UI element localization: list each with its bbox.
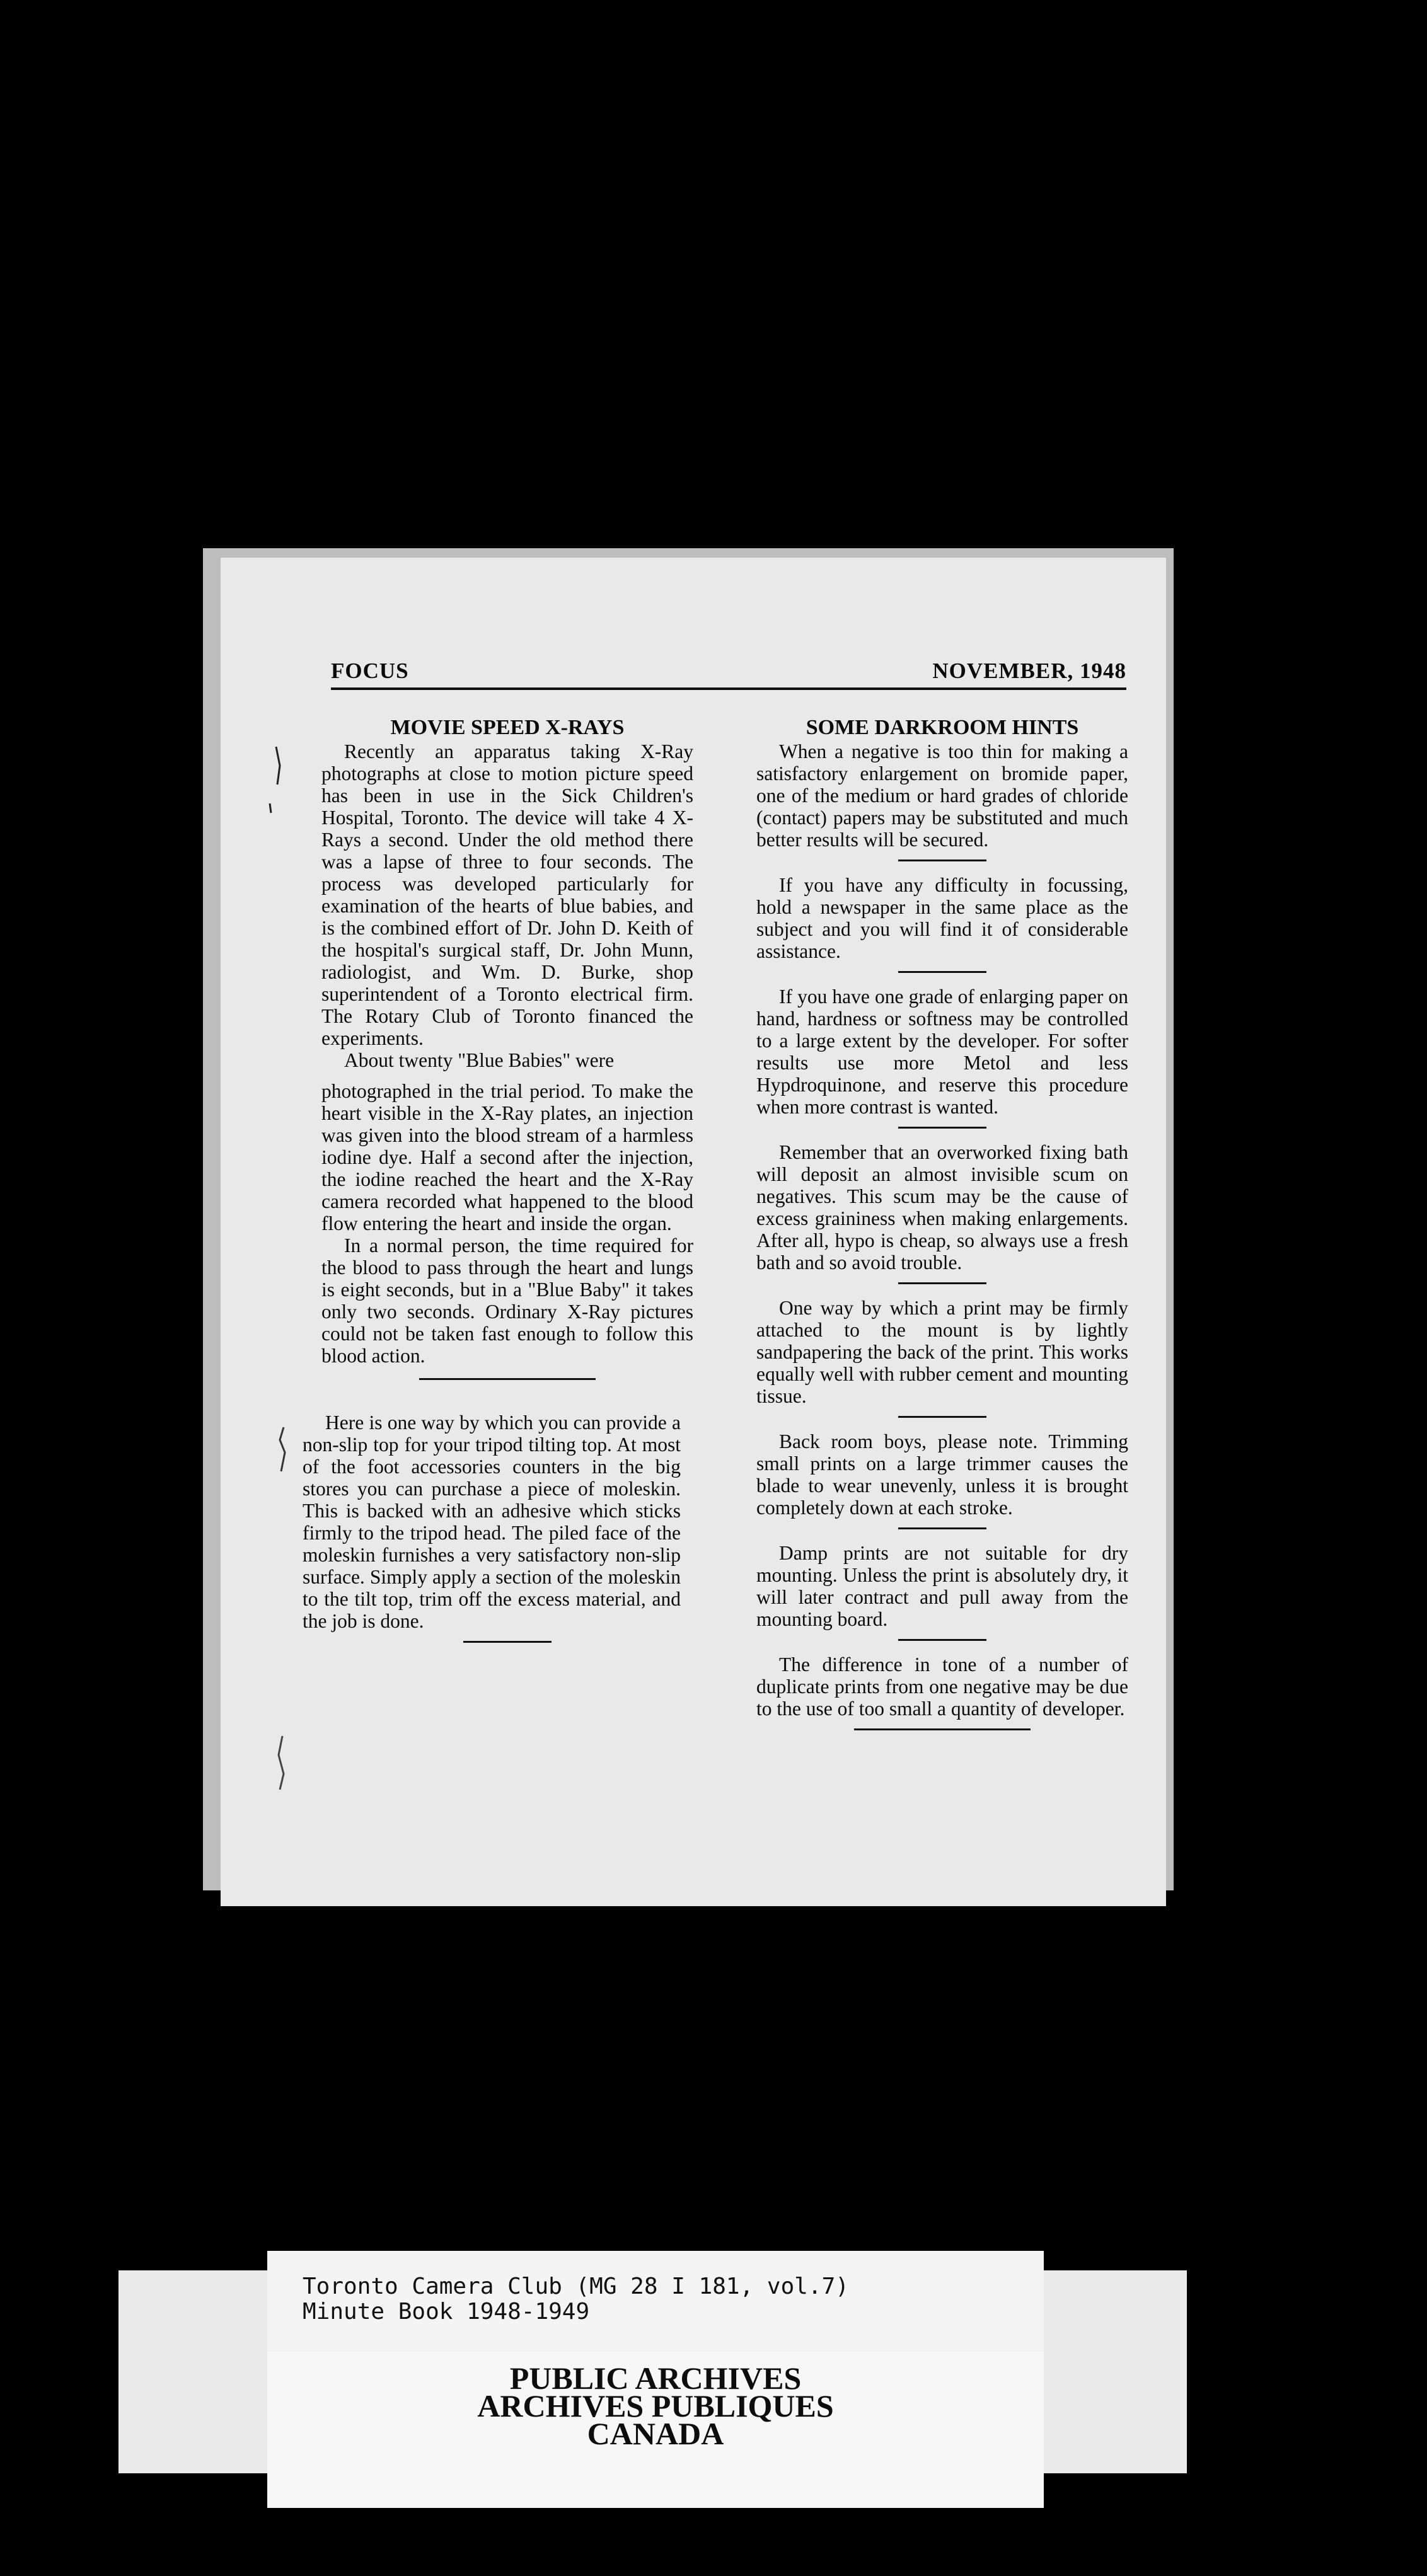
hint-paragraph: If you have one grade of enlarging paper on hand, hardness or softness may be controlled to a large extent by the developer. For softer results use more Metol and less Hypdroquinone, and reserve this procedure when more contrast is wanted.: [756, 986, 1128, 1118]
article-paragraph: Recently an apparatus taking X-Ray photographs at close to motion picture speed has been in use in the Sick Children's Hospital, Toronto. The device will take 4 X-Rays a second. Under the old method there was a lapse of three to four seconds. The process was developed particularly for examination of the hearts of blue babies, and is the combined effort of Dr. John D. Keith of the hospital's surgical staff, Dr. John Munn, radiologist, and Wm. D. Burke, shop superintendent of a Toronto electrical firm. The Rotary Club of Toronto financed the experiments.: [321, 740, 693, 1049]
hint-paragraph: One way by which a print may be firmly attached to the mount is by lightly sandpapering the back of the print. This works equally well with rubber cement and mounting tissue.: [756, 1297, 1128, 1407]
hint-paragraph: When a negative is too thin for making a satisfactory enlargement on bromide paper, one of the medium or hard grades of chloride (contact) papers may be substituted and much better results will be secured.: [756, 740, 1128, 851]
article-paragraph-tripod-tip: Here is one way by which you can provide a non-slip top for your tripod tilting top. At most of the foot accessories counters in the big stores you can purchase a piece of moleskin. This is backed with an adhesive which sticks firmly to the tripod head. The piled face of the moleskin furnishes a very satisfactory non-slip surface. Simply apply a section of the moleskin to the tilt top, trim off the excess material, and the job is done.: [303, 1412, 681, 1632]
hint-paragraph: Damp prints are not suitable for dry mounting. Unless the print is absolutely dry, it will later contract and pull away from the mounting board.: [756, 1542, 1128, 1630]
section-divider: [854, 1728, 1031, 1730]
article-title-darkroom-hints: SOME DARKROOM HINTS: [806, 716, 1079, 739]
article-title-movie-speed-xrays: MOVIE SPEED X-RAYS: [390, 716, 625, 739]
newsletter-page: [221, 558, 1166, 1906]
page-header: [331, 658, 1126, 690]
hint-paragraph: Remember that an overworked fixing bath will deposit an almost invisible scum on negatives. This scum may be the cause of excess graininess when making enlargements. After all, hypo is cheap, so always use a fresh bath and so avoid trouble.: [756, 1141, 1128, 1274]
article-paragraph: photographed in the trial period. To make the heart visible in the X-Ray plates, an injection was given into the blood stream of a harmless iodine dye. Half a second after the injection, the iodine reached the heart and the X-Ray camera recorded what happened to the blood flow entering the heart and inside the organ.: [321, 1080, 693, 1234]
hint-paragraph: If you have any difficulty in focussing, hold a newspaper in the same place as the subject and you will find it of considerable assistance.: [756, 874, 1128, 962]
article-paragraph: About twenty "Blue Babies" were: [344, 1049, 615, 1071]
left-column: [303, 715, 693, 1643]
archives-stamp-line: CANADA: [587, 2416, 724, 2451]
hint-paragraph: The difference in tone of a number of duplicate prints from one negative may be due to the use of too small a quantity of developer.: [756, 1653, 1128, 1720]
publication-date: NOVEMBER, 1948: [932, 658, 1126, 683]
archive-reference-line: Toronto Camera Club (MG 28 I 181, vol.7): [303, 2274, 849, 2299]
right-column: [756, 715, 1128, 1730]
hint-paragraph: Back room boys, please note. Trimming small prints on a large trimmer causes the blade to wear unevenly, unless it is brought completely down at each stroke.: [756, 1430, 1128, 1519]
publication-name: FOCUS: [331, 658, 409, 683]
archives-stamp-line: ARCHIVES PUBLIQUES: [477, 2388, 834, 2424]
section-divider: [463, 1641, 552, 1643]
binding-marks: [265, 740, 303, 1812]
article-paragraph: In a normal person, the time required for the blood to pass through the heart and lungs is eight seconds, but in a "Blue Baby" it takes only two seconds. Ordinary X-Ray pictures could not be taken fast enough to follow this blood action.: [321, 1234, 693, 1367]
archive-reference-line: Minute Book 1948-1949: [303, 2299, 590, 2325]
archives-stamp: [267, 2360, 1044, 2451]
archives-stamp-line: PUBLIC ARCHIVES: [509, 2360, 802, 2396]
